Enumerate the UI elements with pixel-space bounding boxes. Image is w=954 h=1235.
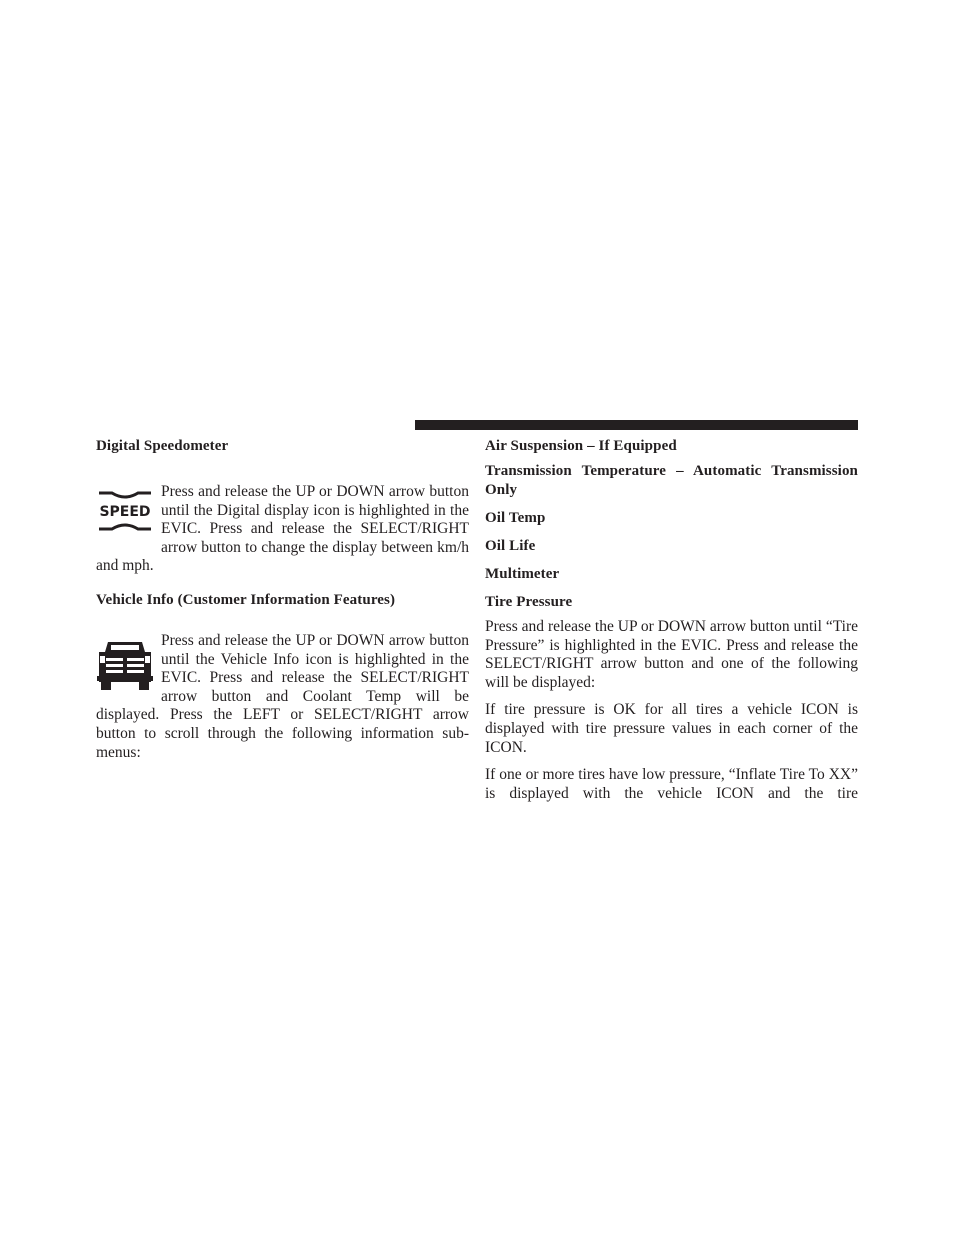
oil-life-heading: Oil Life (485, 538, 536, 554)
digital-speedometer-text: Press and release the UP or DOWN arrow button until the Digital display icon is highlighted in the EVIC. Press and release the SELECT/RIGHT arrow button to change the display between km/h and mph. (96, 483, 469, 575)
left-column (96, 437, 469, 762)
vehicle-info-heading: Vehicle Info (Customer Information Features) (96, 591, 396, 608)
vehicle-info-text: Press and release the UP or DOWN arrow button until the Vehicle Info icon is highlighted in the EVIC. Press and release the SELECT/RIGHT arrow button and Coolant Temp will be displayed. Press the LEFT or SELECT/RIGHT arrow button to scroll through the following information sub-menus: (96, 631, 469, 761)
multimeter-heading: Multimeter (485, 566, 560, 582)
oil-temp-heading: Oil Temp (485, 510, 546, 526)
section-header-bar (415, 420, 858, 430)
truck-icon (96, 636, 154, 694)
tire-pressure-paragraph-2: If tire pressure is OK for all tires a vehicle ICON is displayed with tire pressure values in each corner of the ICON. (485, 701, 858, 756)
speed-icon (96, 487, 154, 545)
transmission-temperature-heading: Transmission Temperature – Automatic Transmission Only (485, 463, 858, 498)
vehicle-info-section (96, 632, 469, 762)
digital-speedometer-section (96, 483, 469, 576)
speed-icon-label: SPEED (99, 504, 151, 520)
tire-pressure-paragraph-3: If one or more tires have low pressure, “Inflate Tire To XX” is displayed with the vehicle ICON and the tire (485, 766, 858, 802)
tire-pressure-heading: Tire Pressure (485, 594, 573, 610)
air-suspension-heading: Air Suspension – If Equipped (485, 438, 677, 454)
digital-speedometer-heading: Digital Speedometer (96, 438, 229, 454)
tire-pressure-paragraph-1: Press and release the UP or DOWN arrow button until “Tire Pressure” is highlighted in the EVIC. Press and release the SELECT/RIGHT arrow button and one of the following will be displayed: (485, 618, 858, 691)
right-column (485, 437, 858, 812)
